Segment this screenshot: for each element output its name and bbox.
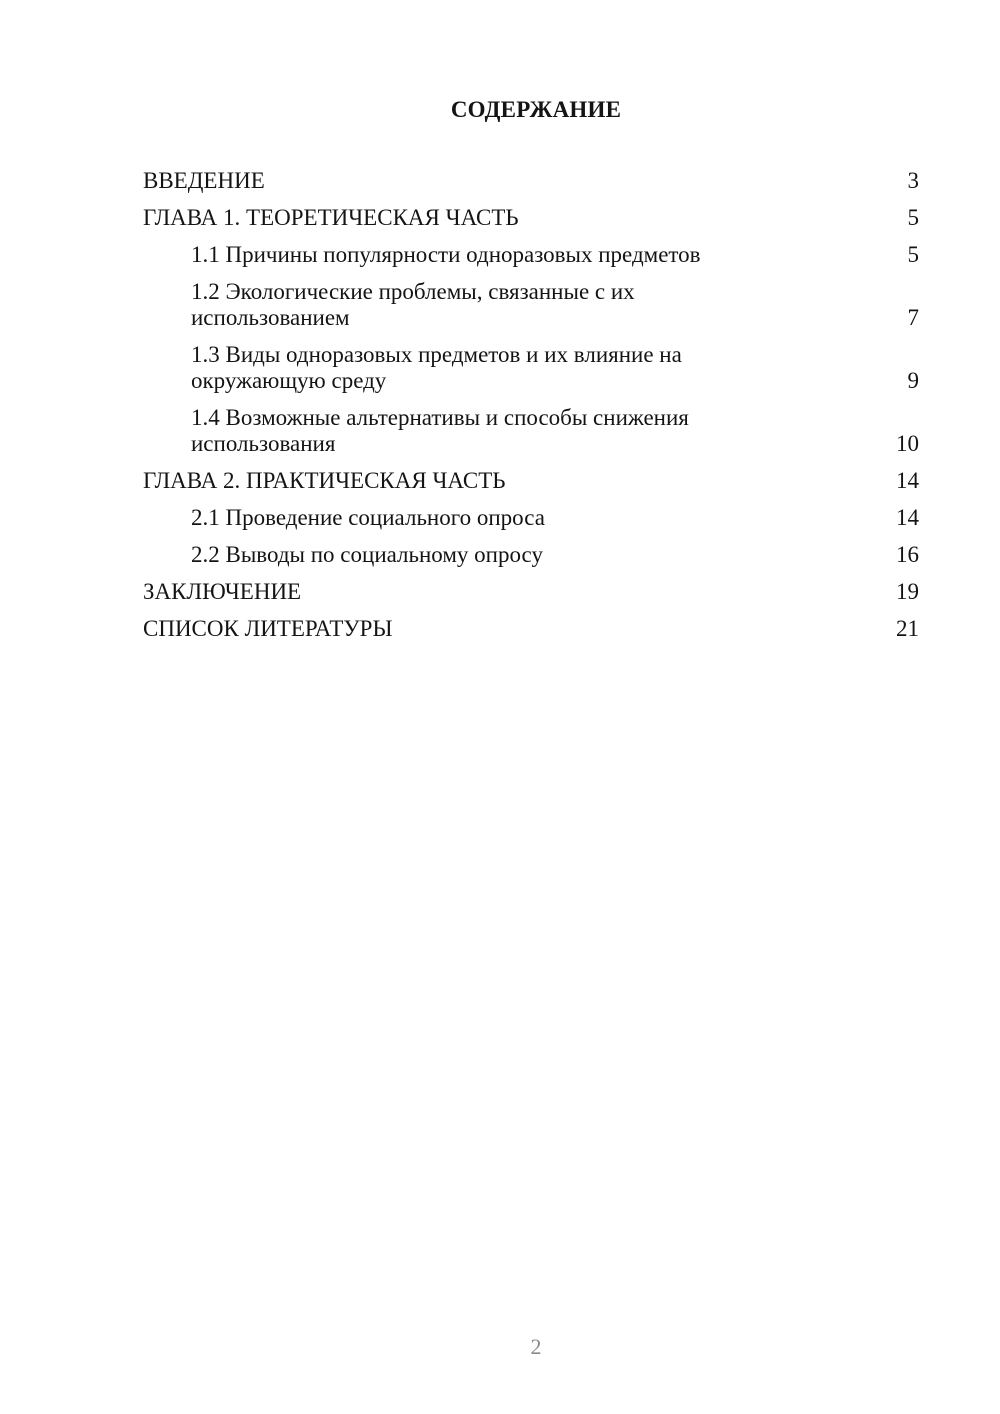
toc-entry-introduction: [143, 168, 919, 194]
toc-entry-label: ЗАКЛЮЧЕНИЕ: [143, 579, 302, 604]
toc-entry-section-1-4: [143, 405, 919, 457]
toc-entry-label: 1.3 Виды одноразовых предметов и их влияние на окружающую среду: [191, 342, 682, 393]
toc-entry-section-2-1: [143, 505, 919, 531]
toc-entry-label: 2.2 Выводы по социальному опросу: [191, 542, 543, 567]
toc-entry-page: 14: [896, 468, 919, 493]
toc-entry-references: [143, 616, 919, 642]
page-number: 2: [530, 1334, 542, 1359]
toc-entry-page: 5: [907, 205, 919, 230]
toc-entry-page: 16: [896, 542, 919, 567]
toc-entry-chapter-2: [143, 468, 919, 494]
toc-entry-section-1-3: [143, 342, 919, 394]
toc-entry-page: 3: [907, 168, 919, 193]
toc-entry-page: 19: [896, 579, 919, 604]
toc-entry-chapter-1: [143, 205, 919, 231]
toc-entry-page: 10: [896, 431, 919, 456]
toc-entry-label: ГЛАВА 2. ПРАКТИЧЕСКАЯ ЧАСТЬ: [143, 468, 506, 493]
toc-entry-label: 1.1 Причины популярности одноразовых предметов: [191, 242, 701, 267]
toc-title: СОДЕРЖАНИЕ: [450, 97, 622, 122]
toc-entry-label: СПИСОК ЛИТЕРАТУРЫ: [143, 616, 393, 641]
toc-entry-label: 1.2 Экологические проблемы, связанные с их использованием: [191, 279, 635, 330]
toc-entry-section-1-2: [143, 279, 919, 331]
toc-entry-page: 7: [907, 305, 919, 330]
toc-entry-page: 21: [896, 616, 919, 641]
toc-entry-label: ВВЕДЕНИЕ: [143, 168, 265, 193]
toc-entry-conclusion: [143, 579, 919, 605]
toc-entry-label: 1.4 Возможные альтернативы и способы снижения использования: [191, 405, 689, 456]
table-of-contents: [143, 168, 919, 642]
toc-entry-label: 2.1 Проведение социального опроса: [191, 505, 545, 530]
toc-entry-label: ГЛАВА 1. ТЕОРЕТИЧЕСКАЯ ЧАСТЬ: [143, 205, 519, 230]
toc-entry-page: 5: [907, 242, 919, 267]
toc-entry-section-2-2: [143, 542, 919, 568]
toc-entry-page: 14: [896, 505, 919, 530]
toc-entry-page: 9: [907, 368, 919, 393]
toc-entry-section-1-1: [143, 242, 919, 268]
